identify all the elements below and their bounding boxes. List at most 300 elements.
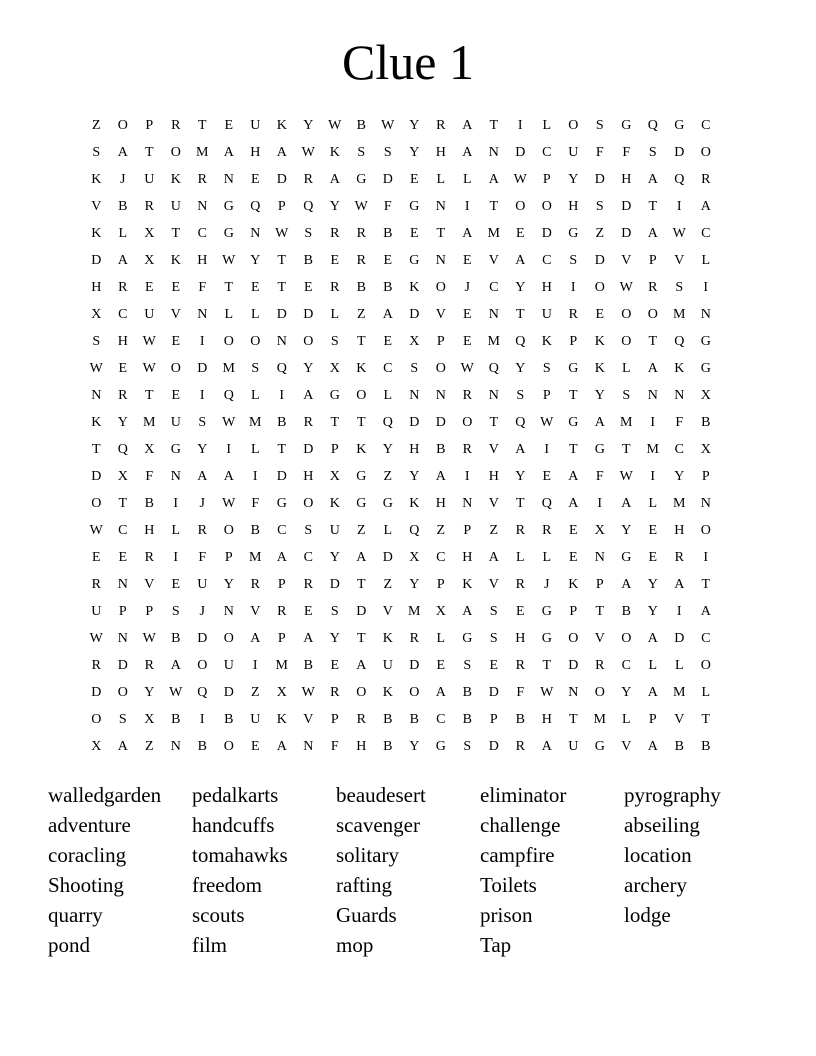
grid-letter: D bbox=[91, 253, 102, 268]
grid-row bbox=[83, 679, 719, 706]
grid-letter: T bbox=[489, 415, 499, 430]
grid-letter: T bbox=[542, 658, 552, 673]
grid-letter: E bbox=[330, 658, 340, 673]
grid-letter: O bbox=[303, 334, 314, 349]
grid-row bbox=[83, 490, 719, 517]
grid-letter: L bbox=[383, 523, 393, 538]
grid-letter: L bbox=[542, 118, 552, 133]
grid-letter: R bbox=[330, 280, 340, 295]
grid-letter: H bbox=[144, 523, 155, 538]
grid-letter: C bbox=[118, 523, 128, 538]
word-list-item: pyrography bbox=[624, 783, 721, 807]
grid-letter: A bbox=[621, 496, 632, 511]
grid-letter: J bbox=[199, 496, 205, 511]
grid-letter: G bbox=[674, 118, 685, 133]
grid-letter: M bbox=[673, 307, 686, 322]
grid-letter: P bbox=[330, 442, 339, 457]
grid-letter: N bbox=[647, 388, 658, 403]
grid-letter: D bbox=[621, 199, 632, 214]
grid-letter: G bbox=[409, 253, 420, 268]
grid-letter: B bbox=[701, 415, 711, 430]
grid-letter: H bbox=[674, 523, 685, 538]
grid-row bbox=[83, 382, 719, 409]
grid-letter: W bbox=[142, 334, 156, 349]
grid-letter: Q bbox=[647, 118, 658, 133]
grid-letter: V bbox=[674, 253, 685, 268]
grid-letter: G bbox=[329, 388, 340, 403]
grid-letter: X bbox=[409, 334, 420, 349]
grid-letter: H bbox=[541, 280, 552, 295]
grid-letter: R bbox=[436, 118, 446, 133]
grid-letter: D bbox=[568, 658, 579, 673]
grid-letter: A bbox=[541, 739, 552, 754]
grid-letter: N bbox=[674, 388, 685, 403]
grid-letter: Z bbox=[436, 523, 446, 538]
grid-letter: R bbox=[277, 604, 287, 619]
grid-letter: D bbox=[382, 172, 393, 187]
grid-letter: P bbox=[595, 577, 604, 592]
grid-letter: D bbox=[197, 631, 208, 646]
grid-letter: J bbox=[464, 280, 470, 295]
grid-row bbox=[83, 598, 719, 625]
grid-letter: D bbox=[329, 577, 340, 592]
grid-letter: K bbox=[91, 226, 102, 241]
grid-letter: T bbox=[330, 415, 340, 430]
grid-letter: I bbox=[199, 388, 205, 403]
grid-letter: B bbox=[356, 118, 366, 133]
grid-row bbox=[83, 436, 719, 463]
grid-letter: X bbox=[329, 469, 340, 484]
grid-letter: Y bbox=[303, 361, 314, 376]
word-list-item: beaudesert bbox=[336, 783, 426, 807]
grid-letter: I bbox=[173, 496, 179, 511]
grid-letter: T bbox=[648, 334, 658, 349]
grid-letter: M bbox=[593, 712, 606, 727]
word-list-item: coracling bbox=[48, 843, 127, 867]
grid-letter: D bbox=[276, 469, 287, 484]
grid-letter: N bbox=[409, 388, 420, 403]
grid-letter: B bbox=[383, 226, 393, 241]
grid-letter: I bbox=[173, 550, 179, 565]
grid-letter: B bbox=[701, 739, 711, 754]
grid-letter: B bbox=[197, 739, 207, 754]
grid-letter: G bbox=[356, 496, 367, 511]
word-list-item: rafting bbox=[336, 873, 392, 897]
grid-letter: L bbox=[542, 550, 552, 565]
word-list-item: archery bbox=[624, 873, 687, 897]
grid-letter: V bbox=[594, 631, 605, 646]
grid-letter: L bbox=[462, 172, 472, 187]
grid-letter: L bbox=[383, 388, 393, 403]
grid-letter: A bbox=[700, 604, 711, 619]
grid-letter: A bbox=[647, 172, 658, 187]
grid-letter: D bbox=[621, 226, 632, 241]
grid-letter: R bbox=[462, 388, 472, 403]
grid-letter: E bbox=[144, 280, 154, 295]
grid-letter: W bbox=[222, 253, 236, 268]
grid-letter: E bbox=[489, 658, 499, 673]
grid-letter: M bbox=[673, 685, 686, 700]
grid-letter: O bbox=[117, 118, 128, 133]
grid-letter: O bbox=[594, 280, 605, 295]
grid-letter: E bbox=[383, 334, 393, 349]
grid-letter: R bbox=[303, 172, 313, 187]
grid-letter: I bbox=[650, 469, 656, 484]
grid-letter: H bbox=[435, 145, 446, 160]
grid-letter: D bbox=[223, 685, 234, 700]
grid-letter: O bbox=[435, 280, 446, 295]
grid-letter: O bbox=[700, 658, 711, 673]
grid-letter: A bbox=[647, 685, 658, 700]
word-list-item: quarry bbox=[48, 903, 103, 927]
grid-row bbox=[83, 247, 719, 274]
grid-letter: U bbox=[568, 739, 579, 754]
grid-letter: A bbox=[356, 658, 367, 673]
grid-letter: E bbox=[648, 550, 658, 565]
grid-letter: R bbox=[648, 280, 658, 295]
grid-letter: O bbox=[250, 334, 261, 349]
grid-letter: L bbox=[515, 550, 525, 565]
grid-letter: U bbox=[541, 307, 552, 322]
grid-letter: G bbox=[568, 415, 579, 430]
grid-letter: I bbox=[570, 280, 576, 295]
grid-letter: B bbox=[409, 712, 419, 727]
grid-letter: D bbox=[594, 253, 605, 268]
grid-letter: H bbox=[356, 739, 367, 754]
word-list-item: Guards bbox=[336, 903, 397, 927]
grid-letter: R bbox=[330, 685, 340, 700]
grid-letter: T bbox=[277, 280, 287, 295]
grid-letter: R bbox=[356, 226, 366, 241]
grid-letter: Q bbox=[382, 415, 393, 430]
grid-letter: N bbox=[488, 388, 499, 403]
grid-letter: C bbox=[436, 712, 446, 727]
grid-letter: W bbox=[142, 631, 156, 646]
grid-letter: O bbox=[568, 631, 579, 646]
grid-letter: I bbox=[544, 442, 550, 457]
grid-letter: B bbox=[224, 712, 234, 727]
grid-row bbox=[83, 328, 719, 355]
grid-letter: R bbox=[197, 523, 207, 538]
grid-letter: I bbox=[517, 118, 523, 133]
grid-letter: R bbox=[595, 658, 605, 673]
grid-letter: A bbox=[568, 469, 579, 484]
grid-letter: D bbox=[356, 604, 367, 619]
grid-letter: B bbox=[383, 739, 393, 754]
grid-letter: N bbox=[170, 739, 181, 754]
grid-letter: E bbox=[462, 334, 472, 349]
grid-letter: C bbox=[118, 307, 128, 322]
grid-letter: L bbox=[171, 523, 181, 538]
grid-letter: G bbox=[356, 172, 367, 187]
grid-letter: H bbox=[568, 199, 579, 214]
grid-letter: N bbox=[462, 496, 473, 511]
grid-letter: R bbox=[303, 415, 313, 430]
grid-letter: P bbox=[277, 631, 286, 646]
grid-letter: Y bbox=[515, 361, 526, 376]
grid-letter: R bbox=[330, 226, 340, 241]
grid-letter: L bbox=[648, 496, 658, 511]
grid-letter: R bbox=[356, 253, 366, 268]
grid-letter: C bbox=[383, 361, 393, 376]
grid-letter: H bbox=[435, 496, 446, 511]
grid-letter: O bbox=[700, 523, 711, 538]
grid-letter: Z bbox=[383, 577, 393, 592]
grid-letter: D bbox=[541, 226, 552, 241]
grid-letter: O bbox=[541, 199, 552, 214]
word-list-item: challenge bbox=[480, 813, 561, 837]
word-list-item: pond bbox=[48, 933, 90, 957]
grid-letter: N bbox=[250, 226, 261, 241]
grid-letter: A bbox=[488, 172, 499, 187]
grid-letter: S bbox=[569, 253, 578, 268]
grid-letter: S bbox=[383, 145, 392, 160]
grid-letter: G bbox=[594, 739, 605, 754]
grid-letter: K bbox=[329, 496, 340, 511]
grid-letter: I bbox=[252, 658, 258, 673]
grid-letter: M bbox=[408, 604, 421, 619]
grid-letter: O bbox=[223, 739, 234, 754]
grid-letter: R bbox=[462, 442, 472, 457]
grid-letter: V bbox=[382, 604, 393, 619]
grid-letter: D bbox=[488, 739, 499, 754]
grid-letter: T bbox=[489, 118, 499, 133]
grid-letter: N bbox=[488, 307, 499, 322]
grid-letter: Y bbox=[674, 469, 685, 484]
grid-letter: M bbox=[249, 550, 262, 565]
grid-letter: T bbox=[356, 577, 366, 592]
grid-letter: O bbox=[303, 496, 314, 511]
grid-letter: D bbox=[303, 442, 314, 457]
grid-letter: J bbox=[199, 604, 205, 619]
grid-letter: G bbox=[541, 604, 552, 619]
grid-letter: B bbox=[118, 199, 128, 214]
grid-letter: R bbox=[515, 658, 525, 673]
grid-letter: N bbox=[568, 685, 579, 700]
grid-letter: N bbox=[117, 631, 128, 646]
grid-letter: U bbox=[250, 712, 261, 727]
word-list-item: adventure bbox=[48, 813, 131, 837]
grid-letter: O bbox=[568, 118, 579, 133]
grid-letter: L bbox=[436, 631, 446, 646]
grid-letter: Q bbox=[409, 523, 420, 538]
grid-letter: O bbox=[91, 496, 102, 511]
grid-letter: P bbox=[436, 577, 445, 592]
grid-letter: Y bbox=[621, 523, 632, 538]
grid-letter: Y bbox=[144, 685, 155, 700]
grid-letter: V bbox=[303, 712, 314, 727]
grid-letter: Y bbox=[409, 577, 420, 592]
grid-letter: S bbox=[463, 658, 472, 673]
grid-letter: W bbox=[460, 361, 474, 376]
grid-letter: Y bbox=[382, 442, 393, 457]
grid-letter: S bbox=[198, 415, 207, 430]
word-list-item: Shooting bbox=[48, 873, 124, 897]
grid-letter: K bbox=[594, 361, 605, 376]
grid-letter: Y bbox=[303, 118, 314, 133]
grid-letter: X bbox=[700, 388, 711, 403]
letter-grid bbox=[83, 112, 719, 760]
grid-letter: U bbox=[197, 577, 208, 592]
grid-letter: A bbox=[621, 577, 632, 592]
grid-letter: S bbox=[595, 118, 604, 133]
grid-letter: E bbox=[383, 253, 393, 268]
grid-letter: T bbox=[568, 712, 578, 727]
grid-letter: I bbox=[676, 604, 682, 619]
grid-letter: N bbox=[197, 307, 208, 322]
grid-letter: I bbox=[676, 199, 682, 214]
grid-letter: Q bbox=[303, 199, 314, 214]
grid-letter: L bbox=[701, 253, 711, 268]
grid-letter: D bbox=[117, 658, 128, 673]
grid-letter: O bbox=[462, 415, 473, 430]
grid-letter: R bbox=[701, 172, 711, 187]
grid-letter: D bbox=[91, 685, 102, 700]
grid-letter: M bbox=[646, 442, 659, 457]
grid-letter: E bbox=[515, 604, 525, 619]
grid-letter: S bbox=[595, 199, 604, 214]
grid-letter: U bbox=[144, 172, 155, 187]
grid-letter: H bbox=[250, 145, 261, 160]
grid-letter: W bbox=[89, 361, 103, 376]
grid-letter: A bbox=[223, 145, 234, 160]
grid-letter: Q bbox=[541, 496, 552, 511]
grid-letter: R bbox=[197, 172, 207, 187]
grid-letter: W bbox=[381, 118, 395, 133]
grid-letter: E bbox=[648, 523, 658, 538]
grid-letter: F bbox=[251, 496, 260, 511]
grid-letter: G bbox=[409, 199, 420, 214]
grid-letter: K bbox=[594, 334, 605, 349]
grid-letter: H bbox=[621, 172, 632, 187]
grid-letter: X bbox=[144, 226, 155, 241]
grid-row bbox=[83, 193, 719, 220]
grid-letter: N bbox=[435, 253, 446, 268]
grid-letter: K bbox=[382, 631, 393, 646]
grid-letter: S bbox=[622, 388, 631, 403]
grid-letter: H bbox=[91, 280, 102, 295]
grid-letter: T bbox=[277, 442, 287, 457]
grid-letter: S bbox=[92, 334, 101, 349]
grid-letter: Q bbox=[223, 388, 234, 403]
grid-letter: X bbox=[144, 712, 155, 727]
word-list-item: handcuffs bbox=[192, 813, 275, 837]
grid-letter: J bbox=[120, 172, 126, 187]
grid-letter: E bbox=[436, 658, 446, 673]
grid-letter: H bbox=[197, 253, 208, 268]
grid-letter: P bbox=[542, 388, 551, 403]
grid-letter: N bbox=[223, 604, 234, 619]
grid-letter: P bbox=[436, 334, 445, 349]
grid-letter: Z bbox=[595, 226, 605, 241]
grid-letter: T bbox=[224, 280, 234, 295]
grid-letter: I bbox=[464, 199, 470, 214]
grid-letter: M bbox=[487, 226, 500, 241]
grid-letter: B bbox=[515, 712, 525, 727]
grid-letter: O bbox=[356, 685, 367, 700]
grid-letter: Q bbox=[276, 361, 287, 376]
grid-row bbox=[83, 301, 719, 328]
grid-letter: C bbox=[489, 280, 499, 295]
grid-letter: F bbox=[622, 145, 631, 160]
grid-letter: D bbox=[435, 415, 446, 430]
grid-letter: A bbox=[462, 118, 473, 133]
grid-letter: A bbox=[356, 550, 367, 565]
grid-letter: S bbox=[118, 712, 127, 727]
grid-letter: V bbox=[674, 712, 685, 727]
grid-letter: E bbox=[462, 253, 472, 268]
grid-letter: S bbox=[171, 604, 180, 619]
grid-letter: X bbox=[594, 523, 605, 538]
grid-letter: A bbox=[488, 550, 499, 565]
grid-letter: Q bbox=[674, 172, 685, 187]
grid-letter: R bbox=[303, 577, 313, 592]
grid-letter: B bbox=[171, 631, 181, 646]
grid-letter: P bbox=[648, 712, 657, 727]
word-list-item: tomahawks bbox=[192, 843, 288, 867]
grid-letter: S bbox=[410, 361, 419, 376]
grid-letter: D bbox=[197, 361, 208, 376]
grid-letter: B bbox=[303, 253, 313, 268]
grid-letter: I bbox=[464, 469, 470, 484]
grid-letter: G bbox=[356, 469, 367, 484]
grid-row bbox=[83, 652, 719, 679]
grid-letter: O bbox=[170, 361, 181, 376]
grid-letter: P bbox=[277, 199, 286, 214]
word-list-item: location bbox=[624, 843, 692, 867]
grid-letter: P bbox=[569, 604, 578, 619]
grid-letter: A bbox=[674, 577, 685, 592]
grid-letter: C bbox=[701, 631, 711, 646]
grid-letter: X bbox=[117, 469, 128, 484]
grid-letter: T bbox=[621, 442, 631, 457]
grid-letter: W bbox=[89, 523, 103, 538]
grid-letter: P bbox=[648, 253, 657, 268]
grid-letter: W bbox=[222, 496, 236, 511]
grid-letter: O bbox=[515, 199, 526, 214]
grid-letter: N bbox=[700, 307, 711, 322]
word-list-item: Tap bbox=[480, 933, 512, 957]
grid-letter: V bbox=[488, 577, 499, 592]
grid-letter: P bbox=[330, 712, 339, 727]
grid-letter: F bbox=[198, 550, 207, 565]
grid-letter: I bbox=[279, 388, 285, 403]
grid-letter: E bbox=[330, 253, 340, 268]
grid-letter: B bbox=[250, 523, 260, 538]
grid-letter: Q bbox=[674, 334, 685, 349]
grid-letter: K bbox=[276, 118, 287, 133]
grid-letter: M bbox=[487, 334, 500, 349]
grid-letter: S bbox=[330, 604, 339, 619]
grid-letter: Y bbox=[594, 388, 605, 403]
grid-letter: Y bbox=[329, 631, 340, 646]
grid-letter: I bbox=[199, 712, 205, 727]
grid-letter: E bbox=[224, 118, 234, 133]
grid-letter: P bbox=[145, 118, 154, 133]
grid-letter: P bbox=[277, 577, 286, 592]
grid-letter: H bbox=[515, 631, 526, 646]
grid-letter: N bbox=[700, 496, 711, 511]
grid-letter: U bbox=[144, 307, 155, 322]
grid-letter: T bbox=[568, 442, 578, 457]
grid-letter: P bbox=[463, 523, 472, 538]
grid-letter: S bbox=[542, 361, 551, 376]
grid-letter: A bbox=[515, 442, 526, 457]
word-list-item: pedalkarts bbox=[192, 783, 279, 807]
word-list-item: film bbox=[192, 933, 227, 957]
grid-letter: V bbox=[488, 442, 499, 457]
grid-letter: V bbox=[91, 199, 102, 214]
